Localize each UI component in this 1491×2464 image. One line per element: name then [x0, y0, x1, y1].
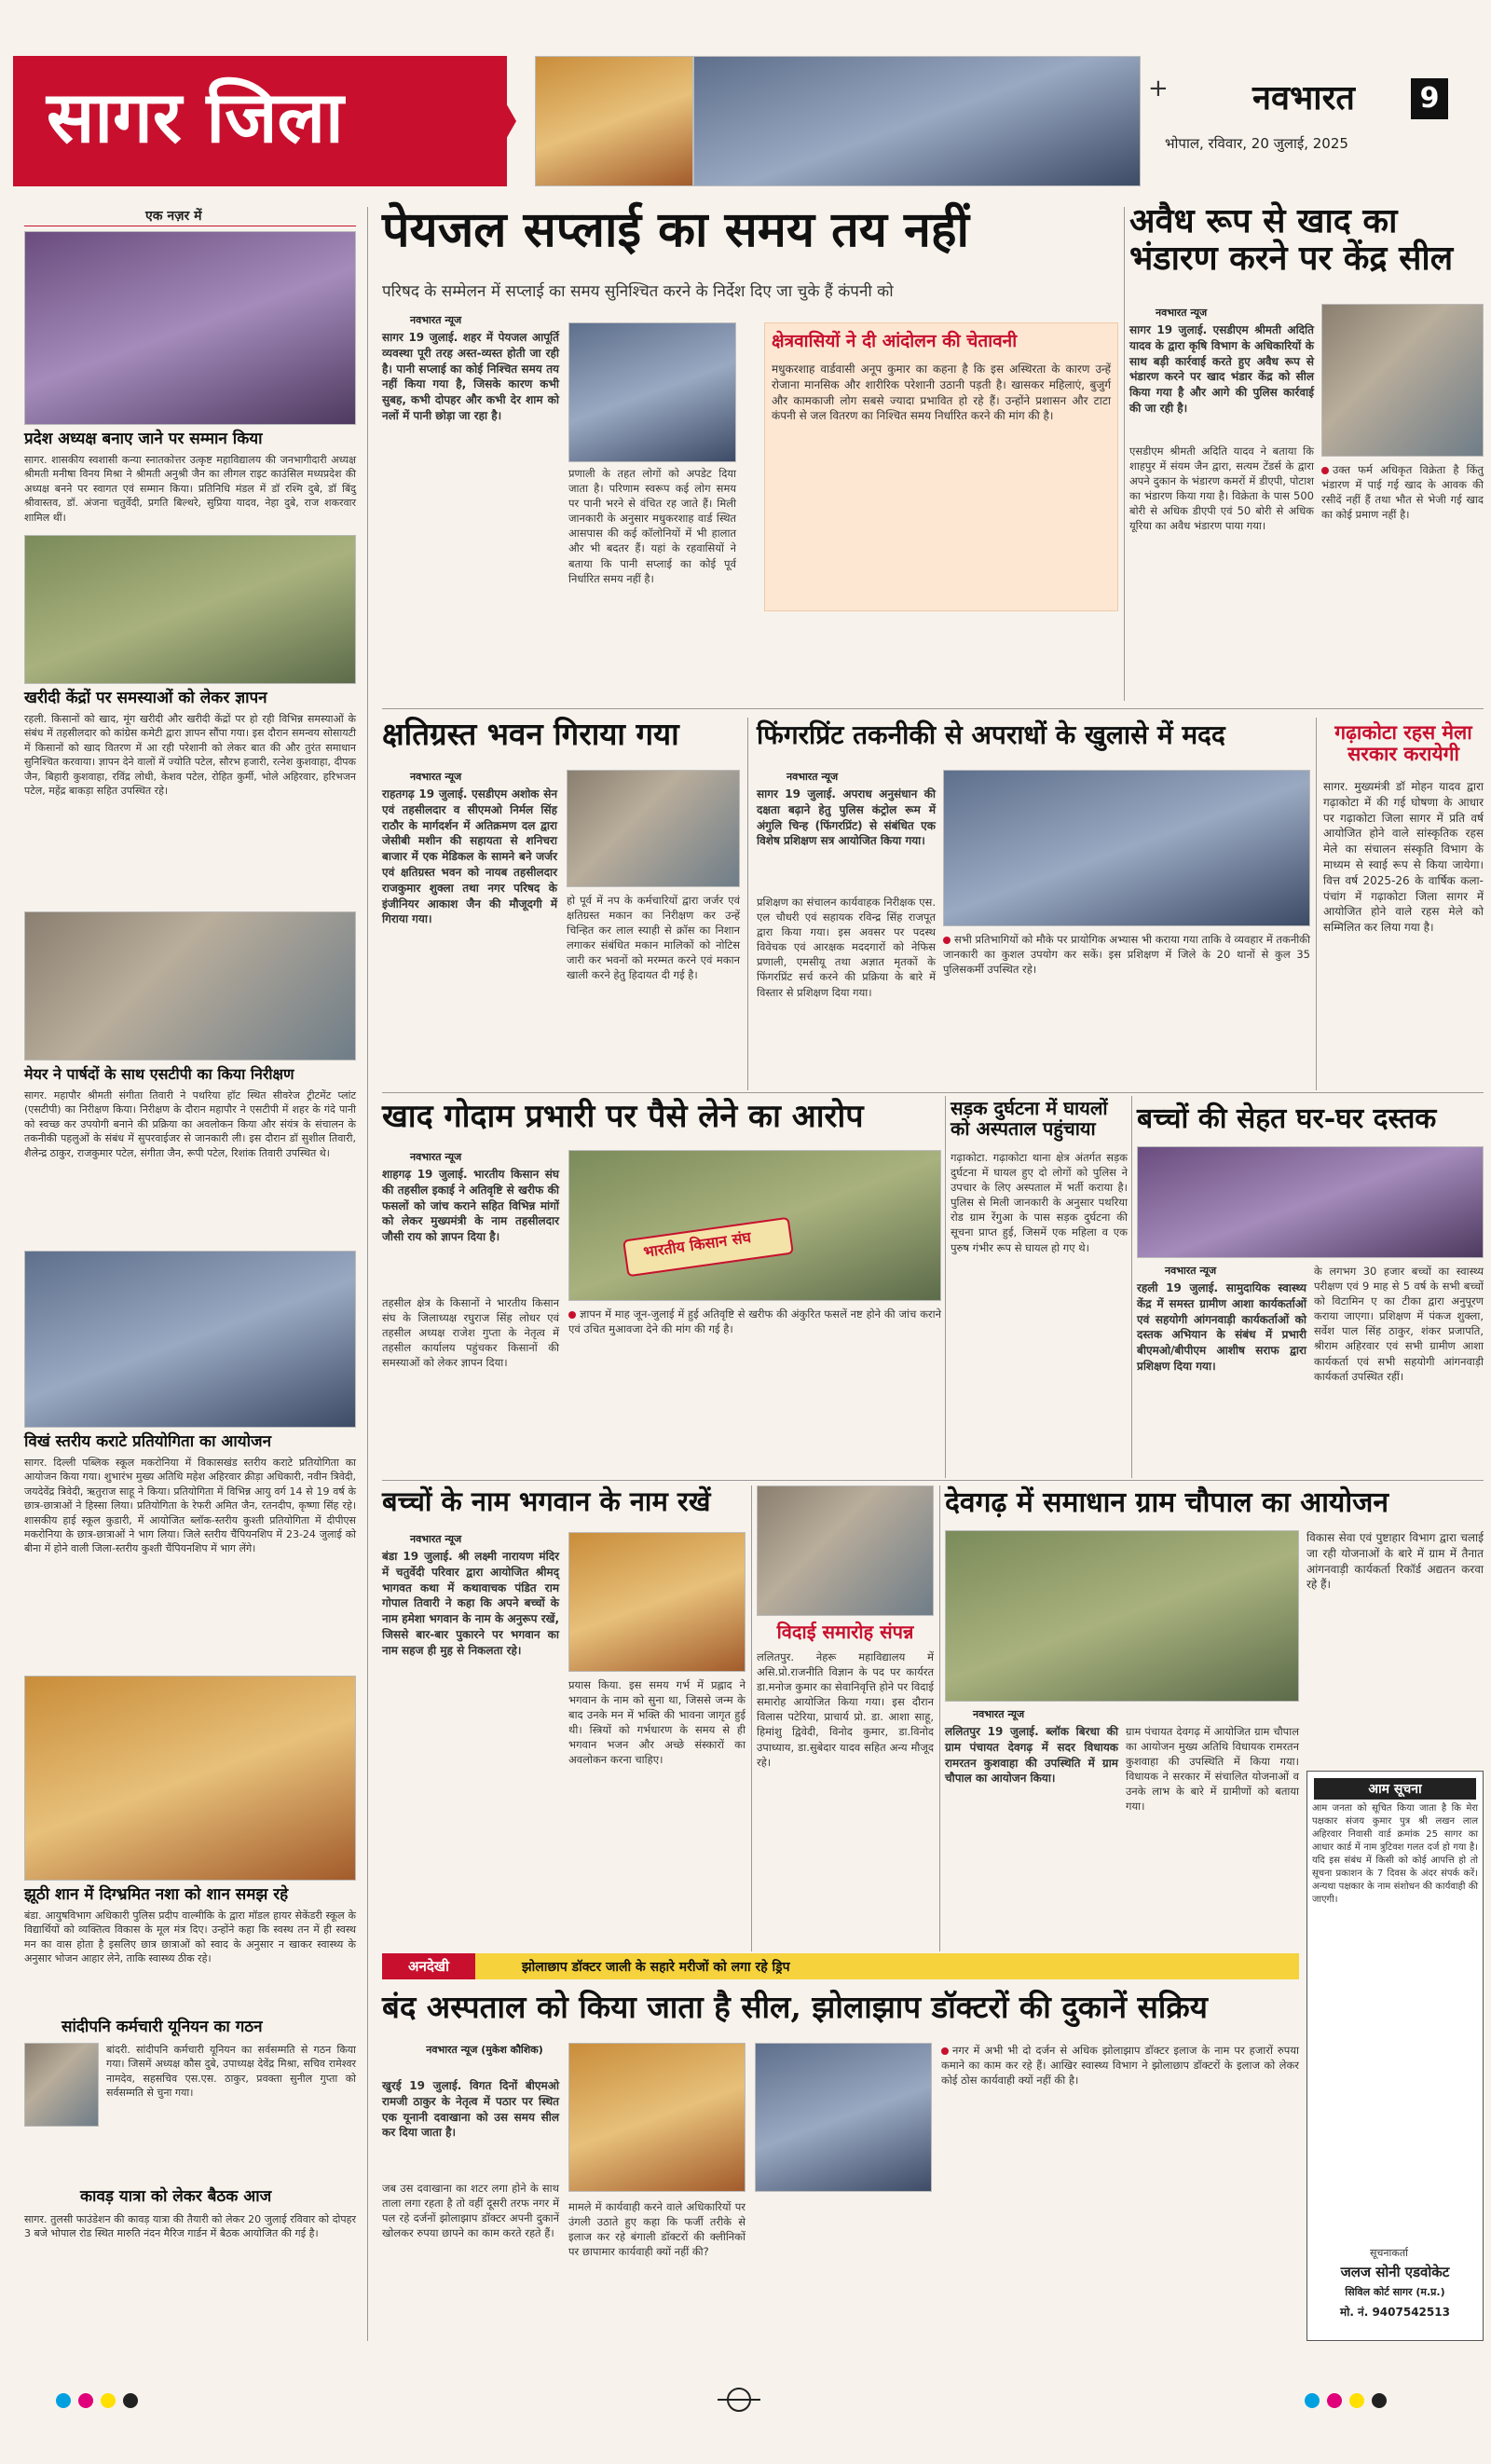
fingerprint-caption-text: सभी प्रतिभागियों को मौके पर प्रायोगिक अभ्यास भी कराया गया ताकि वे व्यवहार में तकनीकी जानकारी का कुशल उपयोग कर सकें। इस प्रशिक्षण में जिले के 20 थानों से कुल 35 पुलिसकर्मी उपस्थित रहे।	[943, 933, 1310, 977]
chaupal-lede: ललितपुर 19 जुलाई. ब्लॉक बिरधा की ग्राम पंचायत देवगढ़ में सदर विधायक रामरतन कुशवाहा की उपस्थिति में ग्राम चौपाल का आयोजन किया।	[945, 1725, 1118, 1786]
item-headline: सांदीपनि कर्मचारी यूनियन का गठन	[62, 2018, 263, 2036]
item-body: बंडा. आयुषविभाग अधिकारी पुलिस प्रदीप वाल्मीकि के द्वारा मॉडल हायर सेकेंडरी स्कूल के विद्यार्थियों को व्यक्तित्व विकास के मूल मंत्र दिए। उन्होंने कहा कि स्वस्थ तन में ही स्वस्थ मन का वास होता है इसलिए छात्र छात्राओं को स्वाद के अनुसार न खाकर स्वास्थ्य के अनुसार भोजन आहार लेने, ताकि स्वास्थ्य ठीक रहे।	[24, 1910, 356, 1965]
item-headline: झूठी शान में दिग्भ्रमित नशा को शान समझ रहे	[24, 1885, 289, 1904]
section-title: सागर जिला	[47, 75, 344, 158]
item-body: सागर. तुलसी फाउंडेशन की कावड़ यात्रा की तैयारी को लेकर 20 जुलाई रविवार को दोपहर 3 बजे भोपाल रोड स्थित मारुति नंदन मैरिज गार्डन में बैठक आयोजित की गई है।	[24, 2213, 356, 2240]
bottom-headline: बंद अस्पताल को किया जाता है सील, झोलाझाप डॉक्टरों की दुकानें सक्रिय	[382, 1989, 1208, 2025]
registration-swatch	[101, 2393, 116, 2408]
names-headline: बच्चों के नाम भगवान के नाम रखें	[382, 1485, 711, 1517]
fertilizer-body: एसडीएम श्रीमती अदिति यादव ने बताया कि शाहपुर में संयम जैन द्वारा, सत्यम टेंडर्स के द्वारा अपने दुकान के भंडारण कमरों में डीएपी, पोटाश का भंडारण किया गया है। विक्रेता के पास 500 बोरी से अधिक डीएपी एवं 50 बोरी से अधिक यूरिया का अवैध भंडारण पाया गया।	[1129, 445, 1314, 533]
paper-name: नवभारत	[1252, 78, 1355, 117]
bottom-tag-text: झोलाछाप डॉक्टर जाली के सहारे मरीजों को लगा रहे ड्रिप	[522, 1960, 790, 1975]
godown-caption	[568, 1307, 941, 1336]
photo-kathavachak	[568, 1532, 746, 1672]
bottom-lede: खुरई 19 जुलाई. विगत दिनों बीएमओ रामजी ठाकुर के नेतृत्व में पठार पर स्थित एक यूनानी दवाखाना को उस समय सील कर दिया जाता है।	[382, 2079, 559, 2140]
photo-drip-patient	[755, 2043, 932, 2192]
chaupal-byline: नवभारत न्यूज	[973, 1708, 1025, 1720]
photo-union-head	[24, 2043, 99, 2127]
photo-fingerprint-training	[943, 770, 1310, 926]
notice-sign-label: सूचनाकर्ता	[1370, 2247, 1408, 2259]
names-byline: नवभारत न्यूज	[410, 1533, 462, 1545]
banner-arrow	[479, 56, 516, 186]
item-body: सागर. शासकीय स्वशासी कन्या स्नातकोत्तर उत्कृष्ट महाविद्यालय की जनभागीदारी अध्यक्ष श्रीमती मनीषा विनय मिश्रा ने श्रीमती अनुश्री जैन का लीगल राइट काउंसिल मध्यप्रदेश की अध्यक्ष बनने पर स्वागत एवं सम्मान किया। प्रतिनिधि मंडल में डॉ रश्मि दुबे, डॉ बिंदु श्रीवास्तव, डॉ. अंजना चतुर्वेदी, प्रगति बिल्थरे, सुप्रिया यादव, नेहा दुबे, राज शकरवार शामिल थीं।	[24, 454, 356, 524]
registration-crosshair-icon	[718, 2399, 760, 2401]
notice-body: आम जनता को सूचित किया जाता है कि मेरा पक्षकार संजय कुमार पुत्र श्री लखन लाल अहिरवार निवासी वार्ड क्रमांक 25 सागर का आधार कार्ड में नाम त्रुटिवश गलत दर्ज हो गया है। यदि इस संबंध में किसी को कोई आपत्ति हो तो सूचना प्रकाशन के 7 दिवस के अंदर संपर्क करें। अन्यथा पक्षकार के नाम संशोधन की कार्यवाही की जाएगी।	[1312, 1803, 1478, 1905]
godown-byline: नवभारत न्यूज	[410, 1151, 462, 1163]
notice-advocate: जलज सोनी एडवोकेट	[1340, 2264, 1450, 2280]
bottom-caption-text: नगर में अभी भी दो दर्जन से अधिक झोलाझाप डॉक्टर इलाज के नाम पर हजारों रुपया कमाने का काम कर रहे हैं। आखिर स्वास्थ्य विभाग ने झोलाछाप डॉक्टरों के इलाज को लेकर कोई ठोस कार्यवाही क्यों नहीं की है।	[941, 2044, 1299, 2088]
crosshair-icon: +	[1148, 75, 1169, 103]
item-body: सागर. दिल्ली पब्लिक स्कूल मकरोनिया में विकासखंड स्तरीय कराटे प्रतियोगिता का आयोजन किया गया। शुभारंभ मुख्य अतिथि महेश अहिरवार क्रीड़ा अधिकारी, नवीन त्रिवेदी, जयदेवेंद्र त्रिवेदी, ऋतुराज साहू ने किया। प्रतियोगिता में विभिन्न आयु वर्ग 14 से 19 वर्ष के छात्र-छात्राओं ने हिस्सा लिया। प्रतियोगिता के रेफरी अमित जैन, रतनदीप, कृष्णा सिंह रहे। शासकीय हाई स्कूल कुडारी, में आयोजित ब्लॉक-स्तरीय कुश्ती प्रतियोगिता में दीपीएस मकरोनिया के छात्र-छात्राओं ने भाग लिया। जिले स्तरीय चैंपियनशिप में 23-24 जुलाई को बीना में होने वाली जिला-स्तरीय कुश्ती चैंपियनशिप में भाग लेंगे।	[24, 1457, 356, 1555]
notice-title: आम सूचना	[1314, 1778, 1476, 1800]
photo-stp-inspection	[24, 911, 356, 1061]
dateline: भोपाल, रविवार, 20 जुलाई, 2025	[1165, 135, 1348, 152]
fingerprint-lede: सागर 19 जुलाई. अपराध अनुसंधान की दक्षता बढ़ाने हेतु पुलिस कंट्रोल रूम में अंगुलि चिन्ह (फिंगरप्रिंट) से संबंधित एक विशेष प्रशिक्षण सत्र आयोजित किया गया।	[757, 787, 936, 848]
accident-headline: सड़क दुर्घटना में घायलों को अस्पताल पहुंचाया	[951, 1097, 1108, 1140]
farewell-headline: विदाई समारोह संपन्न	[776, 1621, 914, 1643]
bullet-icon	[1321, 467, 1329, 474]
lead-lede: सागर 19 जुलाई. शहर में पेयजल आपूर्ति व्यवस्था पूरी तरह अस्त-व्यस्त होती जा रही है। पानी सप्लाई का कोई निश्चित समय तय नहीं किया गया है, जिसके कारण कभी सुबह, कभी दोपहर और कभी देर शाम को नलों में पानी छोड़ा जा रहा है।	[382, 331, 559, 422]
item-headline: मेयर ने पार्षदों के साथ एसटीपी का किया निरीक्षण	[24, 1065, 294, 1083]
children-lede: रहली 19 जुलाई. सामुदायिक स्वास्थ्य केंद्र में समस्त ग्रामीण आशा कार्यकर्ताओं एवं सहयोगी आंगनवाड़ी कार्यकर्ताओं को दस्तक अभियान के संबंध में प्रभारी बीएमओ/बीपीएम आशीष सराफ द्वारा प्रशिक्षण दिया गया।	[1137, 1281, 1306, 1373]
fertilizer-caption-text: उक्त फर्म अधिकृत विक्रेता है किंतु भंडारण में पाई गई खाद के आवक की रसीदें नहीं हैं तथा भौत से भेजी गई खाद का कोई प्रमाण नहीं है।	[1321, 463, 1484, 522]
photo-farewell	[757, 1485, 934, 1616]
photo-fertilizer-store	[1321, 304, 1484, 457]
registration-swatch	[1349, 2393, 1364, 2408]
masthead	[13, 56, 1478, 186]
item-headline: प्रदेश अध्यक्ष बनाए जाने पर सम्मान किया	[24, 430, 263, 448]
item-body: बांदरी. सांदीपनि कर्मचारी यूनियन का सर्वसम्मति से गठन किया गया। जिसमें अध्यक्ष कौस दुबे, उपाध्यक्ष देवेंद्र मिश्रा, सचिव रामेश्वर नामदेव, सहसचिव एस.एस. ठाकुर, प्रवक्ता सुनील गुप्ता को सर्वसम्मति से चुना गया।	[106, 2044, 356, 2100]
registration-swatch	[56, 2393, 71, 2408]
demolition-lede: राहतगढ़ 19 जुलाई. एसडीएम अशोक सेन एवं तहसीलदार व सीएमओ निर्मल सिंह राठौर के मार्गदर्शन में अतिक्रमण दल द्वारा जेसीबी मशीन की सहायता से शनिचरा बाजार में एक मेडिकल के सामने बने जर्जर एवं क्षतिग्रस्त भवन को नायब तहसीलदार राजकुमार शुक्ला तथा नगर परिषद के इंजीनियर आकाश जैन की मौजूदगी में गिराया गया।	[382, 787, 557, 926]
bullet-icon	[943, 937, 951, 944]
fertilizer-byline: नवभारत न्यूज	[1156, 307, 1208, 319]
lead-byline: नवभारत न्यूज	[410, 314, 462, 326]
fertilizer-lede: सागर 19 जुलाई. एसडीएम श्रीमती अदिति यादव के द्वारा कृषि विभाग के अधिकारियों के साथ बड़ी कार्रवाई करते हुए अवैध रूप से भंडारण करने पर खाद भंडार केंद्र को सील किया गया है और आगे की पुलिस कार्रवाई की जा रही है।	[1129, 323, 1314, 415]
registration-swatch	[1327, 2393, 1342, 2408]
photo-chaupal	[945, 1530, 1299, 1702]
garhakota-headline: गढ़ाकोटा रहस मेला सरकार करायेगी	[1334, 720, 1472, 766]
item-headline: खरीदी केंद्रों पर समस्याओं को लेकर ज्ञापन	[24, 689, 267, 707]
item-headline: विखं स्तरीय कराटे प्रतियोगिता का आयोजन	[24, 1432, 272, 1451]
godown-caption-text: ज्ञापन में माह जून-जुलाई में हुई अतिवृष्टि से खरीफ की अंकुरित फसलें नष्ट होने की जांच कराने एवं उचित मुआवजा देने की मांग की गई है।	[568, 1307, 941, 1336]
fertilizer-headline: अवैध रूप से खाद का भंडारण करने पर केंद्र सील	[1129, 201, 1454, 278]
left-column	[24, 207, 356, 2341]
fertilizer-caption	[1321, 462, 1484, 522]
photo-clinic	[568, 2043, 746, 2192]
item-body: रहली. किसानों को खाद, मूंग खरीदी और खरीदी केंद्रों पर हो रही विभिन्न समस्याओं के संबंध में तहसीलदार को कांग्रेस कमेटी द्वारा ज्ञापन सौंपा गया। इस दौरान समन्वय सोसायटी में किसानों को खाद वितरण में आ रही परेशानी को लेकर बात की और तुरंत समाधान सुनिश्चित करवाया। ज्ञापन देने वालों में ज्योति पटेल, सौरभ हजारी, रत्नेश कुशवाहा, दीपक जैन, बिहारी कुशवाहा, रविंद्र लोधी, केशव पटेल, रोहित कुर्मी, भोले अहिरवार, हरिभजन पटेल, महेंद्र बाकड़ा सहित उपस्थित रहे।	[24, 713, 356, 797]
item-body: सागर. महापौर श्रीमती संगीता तिवारी ने पथरिया हॉट स्थित सीवरेज ट्रीटमेंट प्लांट (एसटीपी) का निरीक्षण किया। निरीक्षण के दौरान महापौर ने एसटीपी में शहर के गंदे पानी को स्वच्छ कर उपयोगी बनाने की प्रक्रिया का अवलोकन किया और संयंत्र के संचालन के तकनीकी पहलुओं के संबंध में सुपरवाईजर से जानकारी ली। इस दौरान डॉ सुशील तिवारी, शैलेन्द्र ठाकुर, राजकुमार पटेल, संगीता जैन, रूपी पटेल, रिशांक तिवारी उपस्थित थे।	[24, 1089, 356, 1159]
registration-swatch	[1372, 2393, 1387, 2408]
godown-headline: खाद गोदाम प्रभारी पर पैसे लेने का आरोप	[382, 1098, 864, 1135]
bottom-body2: मामले में कार्यवाही करने वाले अधिकारियों पर उंगली उठाते हुए कहा कि फर्जी तरीके से इलाज कर रहे बंगाली डॉक्टरों की क्लीनिकों पर छापामार कार्यवाही क्यों नहीं की?	[568, 2200, 746, 2259]
registration-bar	[0, 2386, 1491, 2414]
lead-box-body: मधुकरशाह वार्डवासी अनूप कुमार का कहना है कि इस अस्थिरता के कारण उन्हें रोजाना मानसिक और शारीरिक परेशानी उठानी पड़ती है। खासकर महिलाएं, बुजुर्ग और कामकाजी लोग सबसे ज्यादा प्रभावित हो रहे हैं। उन्होंने प्रशासन और टाटा कंपनी से जल वितरण का निश्चित समय निर्धारित करने की मांग की है।	[772, 363, 1111, 423]
names-lede: बंडा 19 जुलाई. श्री लक्ष्मी नारायण मंदिर में चतुर्वेदी परिवार द्वारा आयोजित श्रीमद् भागवत कथा में कथावाचक पंडित राम गोपाल तिवारी ने कहा कि अपने बच्चों के नाम हमेशा भगवान के नाम के अनुरूप रखें, जिससे बार-बार पुकारने पर भगवान का नाम सहज ही मुह से निकलता रहे।	[382, 1550, 559, 1657]
fingerprint-headline: फिंगरप्रिंट तकनीकी से अपराधों के खुलासे में मदद	[757, 719, 1225, 750]
lead-box-title: क्षेत्रवासियों ने दी आंदोलन की चेतावनी	[772, 331, 1018, 351]
chaupal-body: ग्राम पंचायत देवगढ़ में आयोजित ग्राम चौपाल का आयोजन मुख्य अतिथि विधायक रामरतन कुशवाहा की उपस्थिति में किया गया। विधायक ने सरकार में संचालित योजनाओं व उनके लाभ के बारे में ग्रामीणों को बताया गया।	[1126, 1725, 1299, 1814]
registration-swatch	[123, 2393, 138, 2408]
demolition-body: हो पूर्व में नप के कर्मचारियों द्वारा जर्जर एवं क्षतिग्रस्त मकान का निरीक्षण कर उन्हें चिन्हित कर लाल स्याही से क्रॉस का निशान लगाकर संबंधित मकान मालिकों को नोटिस जारी कर भवनों को मरम्मत करने एवं मकान खाली करने हेतु हिदायत दी गई है।	[567, 894, 740, 982]
photo-school-talk	[24, 1676, 356, 1881]
children-byline: नवभारत न्यूज	[1165, 1265, 1217, 1277]
photo-karate	[24, 1251, 356, 1428]
photo-memorandum	[24, 535, 356, 684]
chaupal-side: विकास सेवा एवं पुष्टाहार विभाग द्वारा चलाई जा रही योजनाओं के बारे में ग्राम में तैनात आंगनवाड़ी कार्यकर्ता रिकॉर्ड अद्यतन करवा रहे हैं।	[1306, 1531, 1484, 1592]
bottom-tag: अनदेखी	[382, 1953, 475, 1979]
farmers-union-banner-text: भारतीय किसान संघ	[642, 1228, 752, 1261]
masthead-photo-lake	[693, 56, 1141, 186]
demolition-byline: नवभारत न्यूज	[410, 771, 462, 783]
bottom-byline: नवभारत न्यूज (मुकेश कौशिक)	[426, 2044, 543, 2056]
photo-demolition	[567, 770, 740, 887]
godown-body: तहसील क्षेत्र के किसानों ने भारतीय किसान संघ के जिलाध्यक्ष रघुराज सिंह लोधर एवं तहसील अध्यक्ष राजेश गुप्ता के नेतृत्व में तहसील कार्यालय पहुंचकर किसानों की समस्याओं को लेकर ज्ञापन दिया।	[382, 1296, 559, 1370]
fingerprint-caption	[943, 932, 1310, 977]
lead-body: प्रणाली के तहत लोगों को अपडेट दिया जाता है। परिणाम स्वरूप कई लोग समय पर पानी भरने से वंचित रह जाते हैं। मिली जानकारी के अनुसार मधुकरशाह वार्ड स्थित आसपास की कई कॉलोनियों में भी हालात और भी बदतर हैं। यहां के रहवासियों ने बताया कि पानी सप्लाई का कोई पूर्व निर्धारित समय नहीं है।	[568, 467, 736, 585]
godown-lede: शाहगढ़ 19 जुलाई. भारतीय किसान संघ की तहसील इकाई ने अतिवृष्टि से खरीफ की फसलों को जांच कराने सहित विभिन्न मांगों को लेकर मुख्यमंत्री के नाम तहसीलदार जौसी राय को ज्ञापन दिया है।	[382, 1168, 559, 1244]
photo-water-tap	[568, 322, 736, 462]
lead-headline: पेयजल सप्लाई का समय तय नहीं	[382, 201, 969, 258]
item-headline: कावड़ यात्रा को लेकर बैठक आज	[80, 2187, 272, 2206]
bullet-icon	[568, 1311, 576, 1319]
fingerprint-body: प्रशिक्षण का संचालन कार्यवाहक निरीक्षक एस. एल चौधरी एवं सहायक रविन्द्र सिंह राजपूत द्वारा किया गया। इस अवसर पर पदस्थ विवेचक एवं आरक्षक मददगारों को नेफिस प्रणाली, एमसीयू तथा अज्ञात मृतकों के फिंगरप्रिंट सर्च करने की प्रक्रिया के बारे में विस्तार से प्रशिक्षण दिया गया।	[757, 896, 936, 999]
children-body: के लगभग 30 हजार बच्चों का स्वास्थ्य परीक्षण एवं 9 माह से 5 वर्ष के सभी बच्चों को विटामिन ए का टीका द्वारा अनुपूरण कराया जाएगा। प्रशिक्षण में पंकज शुक्ला, सर्वेश पाल सिंह ठाकुर, शंकर प्रजापति, श्रीराम अहिरवार एवं सभी ग्रामीण आशा कार्यकर्ता एवं सभी सहयोगी आंगनवाड़ी कार्यकर्ता उपस्थित रहीं।	[1314, 1265, 1484, 1383]
notice-phone: मो. नं. 9407542513	[1340, 2306, 1450, 2319]
farewell-body: ललितपुर. नेहरू महाविद्यालय में असि.प्रो.राजनीति विज्ञान के पद पर कार्यरत डा.मनोज कुमार का सेवानिवृत्ति होने पर विदाई समारोह आयोजित किया गया। इस दौरान विलास पटेरिया, प्राचार्य प्रो. डा. आशा साहू, हिमांशु द्विवेदी, विनोद कुमार, डा.विनोद उपाध्याय, डा.सुबेदार यादव सहित अन्य मौजूद रहे।	[757, 1650, 934, 1769]
bullet-icon	[941, 2047, 949, 2055]
names-body: प्रयास किया. इस समय गर्भ में प्रह्लाद ने भगवान के नाम को सुना था, जिससे जन्म के बाद उनके मन में भक्ति की भावना जागृत हुई थी। स्त्रियों को गर्भधारण के समय से ही भगवान भजन और अच्छे संस्कारों का अवलोकन करना चाहिए।	[568, 1678, 746, 1767]
garhakota-body: सागर. मुख्यमंत्री डॉ मोहन यादव द्वारा गढ़ाकोटा में की गई घोषणा के आधार पर गढ़ाकोटा जिला सागर में प्रति वर्ष आयोजित होने वाले सांस्कृतिक रहस मेले का संचालन संस्कृति विभाग के माध्यम से स्वाई रूप से किया जायेगा। वित्त वर्ष 2025-26 के वार्षिक कला-पंचांग में गढ़ाकोटा जिला सागर में आयोजित होने वाले रहस मेले को सम्मिलित कर लिया गया है।	[1323, 780, 1484, 935]
registration-swatch	[78, 2393, 93, 2408]
accident-body: गढ़ाकोटा. गढ़ाकोटा थाना क्षेत्र अंतर्गत सड़क दुर्घटना में घायल हुए दो लोगों को पुलिस ने उपचार के लिए अस्पताल में भर्ती कराया है। पुलिस से मिली जानकारी के अनुसार पथरिया रोड ग्राम रेंगुआ के पास सड़क दुर्घटना की सूचना प्राप्त हुई, जिसमें एक महिला व एक पुरुष गंभीर रूप से घायल हो गए थे।	[951, 1151, 1128, 1254]
photo-felicitation	[24, 231, 356, 425]
chaupal-headline: देवगढ़ में समाधान ग्राम चौपाल का आयोजन	[945, 1486, 1389, 1519]
lead-subhead: परिषद के सम्मेलन में सप्लाई का समय सुनिश्चित करने के निर्देश दिए जा चुके हैं कंपनी को	[382, 282, 894, 301]
photo-health-training	[1137, 1146, 1484, 1258]
left-column-label: एक नज़र में	[145, 209, 202, 224]
demolition-headline: क्षतिग्रस्त भवन गिराया गया	[382, 716, 679, 752]
page-number: 9	[1411, 78, 1448, 119]
notice-court: सिविल कोर्ट सागर (म.प्र.)	[1345, 2286, 1445, 2298]
registration-swatch	[1305, 2393, 1320, 2408]
bottom-body1: जब उस दवाखाना का शटर लगा होने के साथ ताला लगा रहता है तो वहीं दूसरी तरफ नगर में पल रहे दर्जनों झोलाझाप डॉक्टर अपनी दुकानें खोलकर रुपया छापने का काम करते रहते हैं।	[382, 2182, 559, 2240]
bottom-caption	[941, 2043, 1299, 2088]
fingerprint-byline: नवभारत न्यूज	[787, 771, 839, 783]
children-headline: बच्चों की सेहत घर-घर दस्तक	[1137, 1102, 1437, 1135]
masthead-photo-fort	[535, 56, 693, 186]
